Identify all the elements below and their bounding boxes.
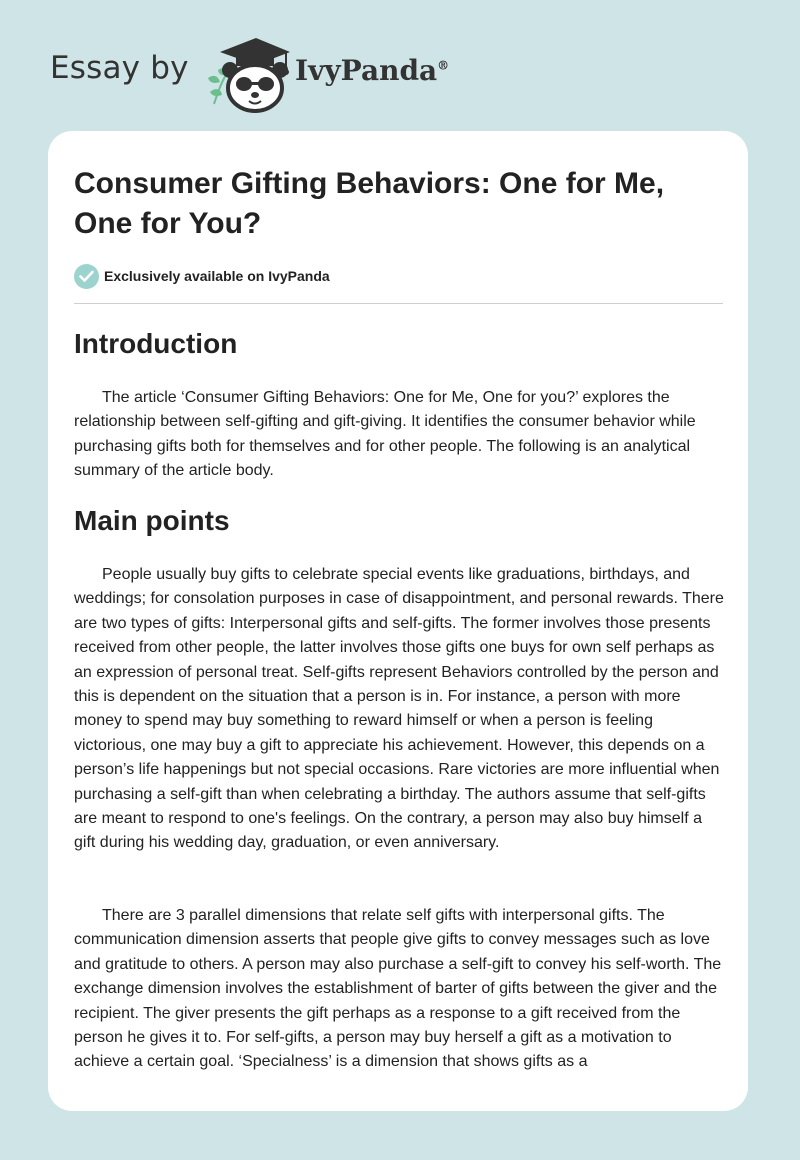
essay-card (48, 131, 748, 1111)
introduction-paragraph: The article ‘Consumer Gifting Behaviors: One for Me, One for you?’ explores the relationship between self-gifting and gift-giving. It identifies the consumer behavior while purchasing gifts both for themselves and for other people. The following is an analytical summary of the article body. (74, 389, 696, 480)
exclusive-label: Exclusively available on IvyPanda (104, 268, 330, 284)
essay-by-label: Essay by (50, 50, 189, 86)
title-divider (74, 303, 723, 304)
registered-mark: ® (437, 58, 450, 73)
panda-logo-icon[interactable] (200, 34, 292, 114)
page-title: Consumer Gifting Behaviors: One for Me, One for You? (74, 167, 665, 240)
checkmark-icon (74, 264, 99, 289)
main-points-paragraph-1: People usually buy gifts to celebrate special events like graduations, birthdays, and weddings; for consolation purposes in case of disappointment, and personal rewards. There are two types of gifts: Interpersonal gifts and self-gifts. The former involves those presents received from other people, the latter involves those gifts one buys for own self perhaps as an expression of personal treat. Self-gifts represent Behaviors controlled by the person and this is dependent on the situation that a person is in. For instance, a person with more money to spend may buy something to reward himself or when a person is feeling victorious, one may buy a gift to appreciate his achievement. However, this depends on a person’s life happenings but not special occasions. Rare victories are more influential when purchasing a self-gift than when celebrating a birthday. The authors assume that self-gifts are meant to respond to one's feelings. On the contrary, a person may also buy himself a gift during his wedding day, graduation, or even anniversary. (74, 566, 724, 852)
section-heading-main-points: Main points (74, 505, 230, 536)
site-header (50, 28, 750, 112)
main-points-paragraph-2: There are 3 parallel dimensions that relate self gifts with interpersonal gifts. The communication dimension asserts that people give gifts to convey messages such as love and gratitude to others. A person may also purchase a self-gift to convey his self-worth. The exchange dimension involves the establishment of barter of gifts between the giver and the recipient. The giver presents the gift perhaps as a response to a gift received from the person he gives it to. For self-gifts, a person may buy herself a gift as a motivation to achieve a certain goal. ‘Specialness’ is a dimension that shows gifts as a (74, 907, 722, 1071)
exclusive-badge (74, 263, 330, 289)
section-heading-introduction: Introduction (74, 328, 238, 359)
brand-name[interactable]: IvyPanda® (295, 54, 450, 87)
